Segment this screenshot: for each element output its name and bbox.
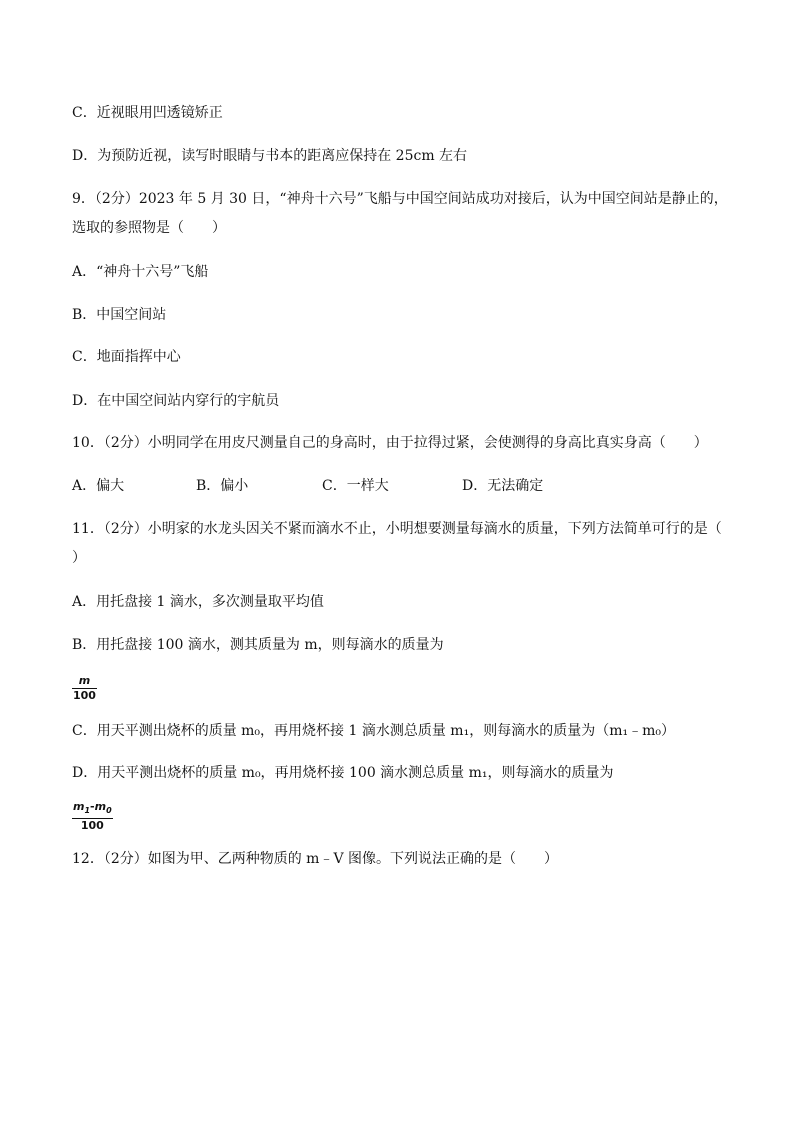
q9-stem-line2: 选取的参照物是（ ） xyxy=(72,220,226,236)
fraction-denominator: 100 xyxy=(80,819,104,833)
q10-option-d: D．无法确定 xyxy=(462,478,544,494)
q10-option-c: C．一样大 xyxy=(322,478,389,494)
fraction-denominator: 100 xyxy=(73,689,96,702)
q11-option-b: B．用托盘接 100 滴水，测其质量为 m，则每滴水的质量为 xyxy=(72,637,444,653)
q11-stem-line2: ） xyxy=(72,550,86,566)
fraction-m-over-100 xyxy=(72,675,97,702)
q11-stem-line1: 11．（2分）小明家的水龙头因关不紧而滴水不止，小明想要测量每滴水的质量，下列方法简单可行的是（ xyxy=(72,521,722,537)
q10-option-b: B．偏小 xyxy=(196,478,249,494)
q8-option-c: C．近视眼用凹透镜矫正 xyxy=(72,105,223,121)
q9-option-b: B．中国空间站 xyxy=(72,307,167,323)
q12-stem: 12．（2分）如图为甲、乙两种物质的 m﹣V 图像。下列说法正确的是（ ） xyxy=(72,851,559,867)
q11-option-d: D．用天平测出烧杯的质量 m₀，再用烧杯接 100 滴水测总质量 m₁，则每滴水的质量为 xyxy=(72,765,614,781)
q9-stem-line1: 9．（2分）2023 年 5 月 30 日，“神舟十六号”飞船与中国空间站成功对接后，认为中国空间站是静止的， xyxy=(72,191,728,207)
q11-option-a: A．用托盘接 1 滴水，多次测量取平均值 xyxy=(72,594,324,610)
q10-option-a: A．偏大 xyxy=(72,478,125,494)
q9-option-a: A．“神舟十六号”飞船 xyxy=(72,264,209,280)
q10-stem: 10．（2分）小明同学在用皮尺测量自己的身高时，由于拉得过紧，会使测得的身高比真实身高（ ） xyxy=(72,435,708,451)
fraction-numerator: $m_1-m_0$ xyxy=(73,800,112,816)
fraction-numerator: m xyxy=(78,674,91,687)
q9-option-d: D．在中国空间站内穿行的宇航员 xyxy=(72,393,280,409)
q8-option-d: D．为预防近视，读写时眼睛与书本的距离应保持在 25cm 左右 xyxy=(72,148,468,164)
q9-option-c: C．地面指挥中心 xyxy=(72,349,181,365)
fraction-m1-minus-m0-over-100 xyxy=(72,801,113,832)
q11-option-c: C．用天平测出烧杯的质量 m₀，再用烧杯接 1 滴水测总质量 m₁，则每滴水的质量为（m₁﹣m₀） xyxy=(72,723,675,739)
